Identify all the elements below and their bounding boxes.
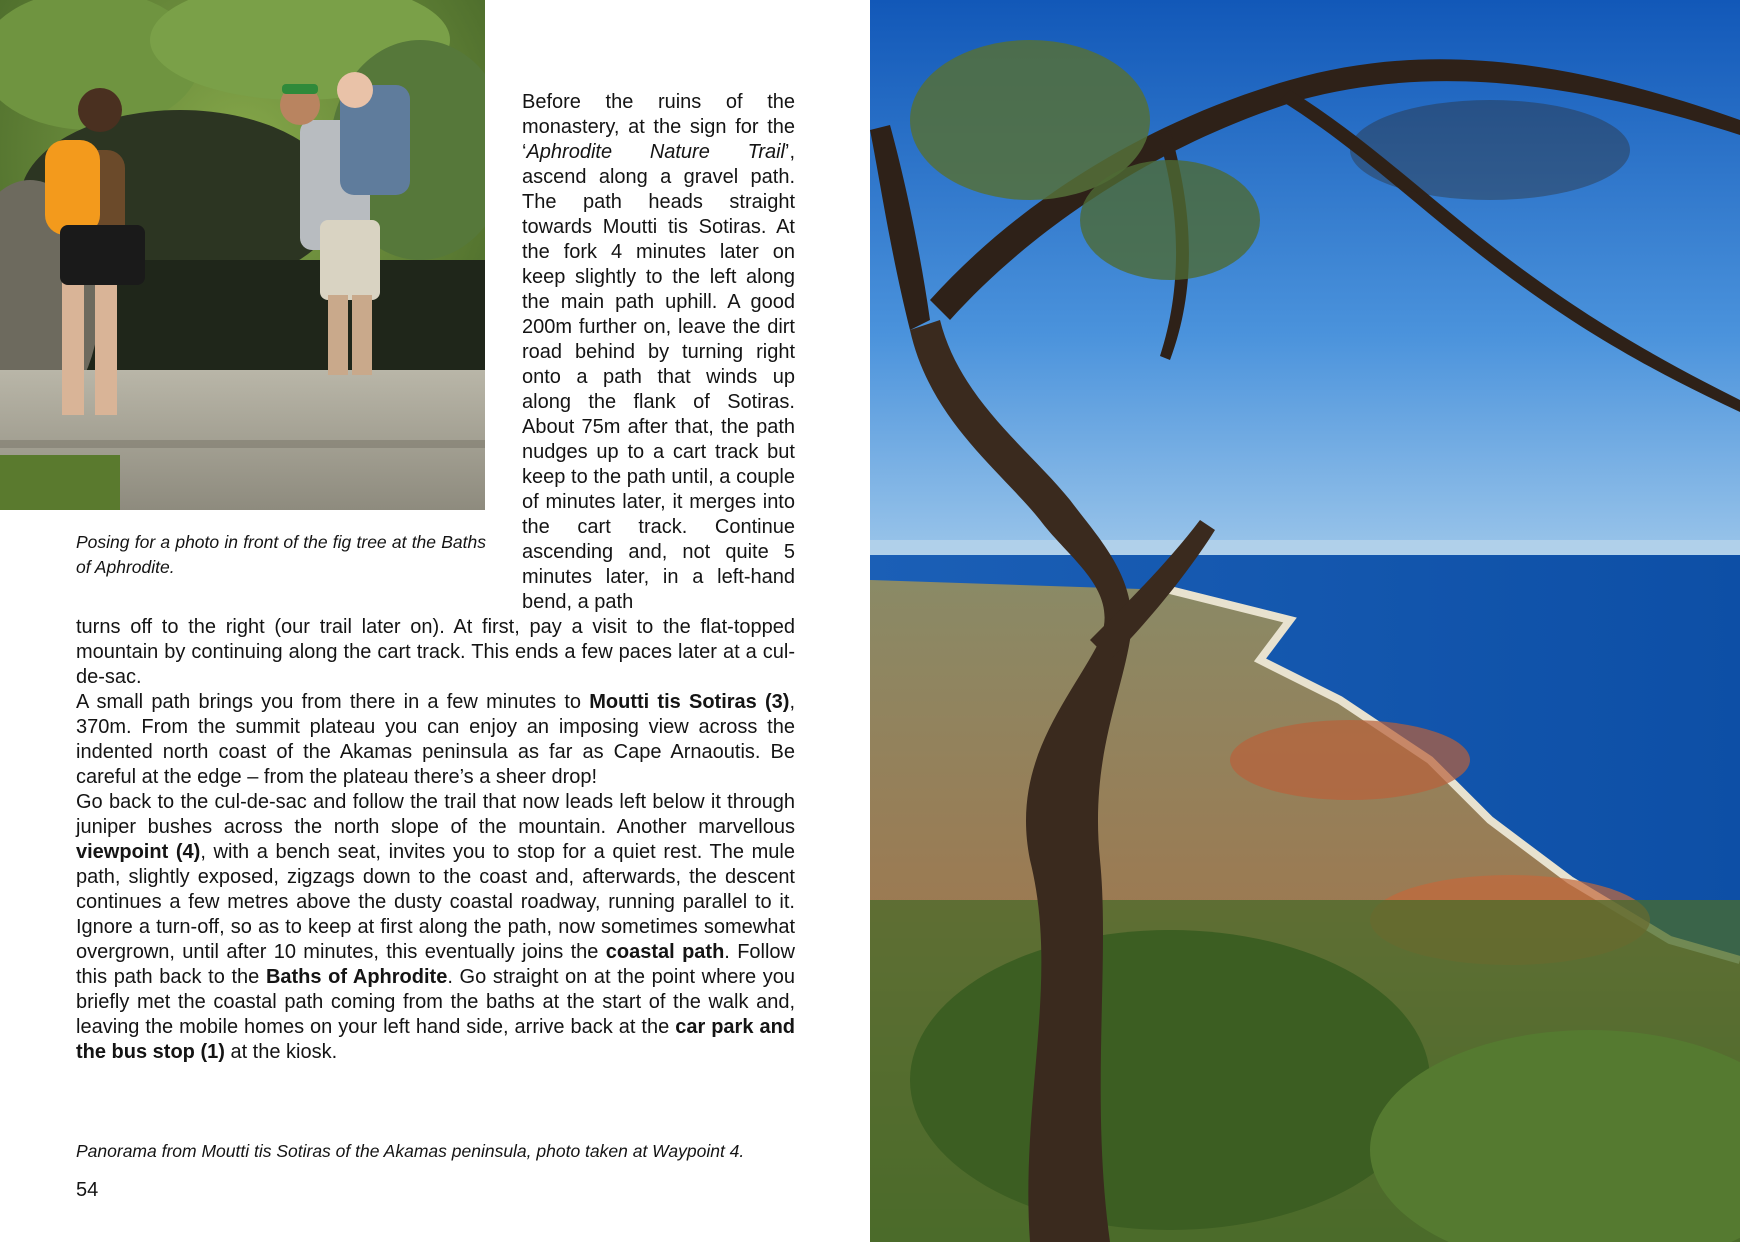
photo-hikers-fig-tree (0, 0, 485, 510)
paragraph-continuation: turns off to the right (our trail later on). At first, pay a visit to the flat-topped mountain by continuing along the cart track. This ends a few paces later at a cul-de-sac. (76, 616, 795, 688)
text-run: . Go straight on at the point where you briefly met the coastal path coming from the baths at the start of the walk and, leaving the mobile homes on your left hand side, arrive back at the (76, 966, 796, 1038)
waypoint-label: Moutti tis Sotiras (3) (589, 691, 790, 713)
photo-caption-top: Posing for a photo in front of the fig tree at the Baths of Aphrodite. (76, 532, 486, 577)
photo-caption-panorama: Panorama from Moutti tis Sotiras of the Akamas peninsula, photo taken at Waypoint 4. (76, 1141, 745, 1161)
text-run: A small path brings you from there in a few minutes to (76, 691, 590, 713)
text-run: Go back to the cul-de-sac and follow the trail that now leads left below it through juniper bushes across the north slope of the mountain. Another marvellous (76, 791, 795, 838)
text-run: at the kiosk. (224, 1041, 338, 1063)
paragraph-descent (76, 790, 795, 1065)
waypoint-label: viewpoint (4) (76, 841, 201, 863)
place-label: coastal path (605, 941, 725, 963)
text-run: Before the ruins of the monastery, at the sign for the ‘ (522, 91, 795, 163)
text-run: , 370m. From the summit plateau you can enjoy an imposing view across the indented north coast of the Akamas peninsula as far as Cape Arnaoutis. Be careful at the edge – from the plateau there’s a sheer drop! (76, 691, 795, 788)
waypoint-label: car park and the bus stop (1) (76, 1016, 795, 1063)
paragraph-summit (76, 690, 795, 790)
page-number: 54 (76, 1179, 99, 1201)
trail-name: Aphrodite Nature Trail (526, 141, 785, 163)
text-run: , with a bench seat, invites you to stop for a quiet rest. The mule path, slightly exposed, zigzags down to the coast and, afterwards, the descent continues a few metres above the dusty coastal roadway, running parallel to it. Ignore a turn-off, so as to keep at first along the path, now sometimes somewhat overgrown, until after 10 minutes, this eventually joins the (76, 841, 795, 963)
text-column-right (522, 90, 795, 615)
text-run: ’, ascend along a gravel path. The path heads straight towards Moutti tis Sotiras. At the fork 4 minutes later on keep slightly to the left along the main path uphill. A good 200m further on, leave the dirt road behind by turning right onto a path that winds up along the flank of Sotiras. About 75m after that, the path nudges up to a cart track but keep to the path until, a couple of minutes later, it merges into the cart track. Continue ascending and, not quite 5 minutes later, in a left-hand bend, a path (522, 141, 795, 613)
photo-panorama-akamas (870, 0, 1740, 1242)
photo-hikers-fig-tree-image (0, 0, 485, 510)
text-run: . Follow this path back to the (76, 941, 796, 988)
body-text (76, 615, 795, 1065)
place-label: Baths of Aphrodite (265, 966, 448, 988)
photo-panorama-akamas-image (870, 0, 1740, 1242)
